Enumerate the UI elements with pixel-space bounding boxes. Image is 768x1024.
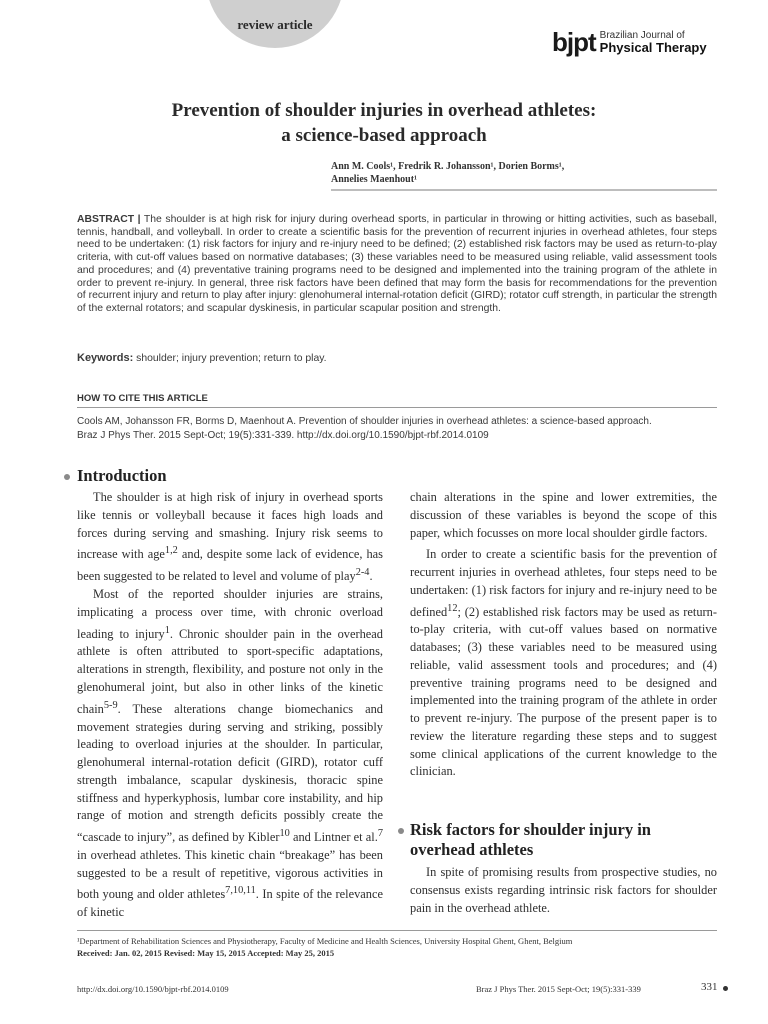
article-type-label: review article bbox=[237, 17, 313, 32]
journal-logo bbox=[552, 29, 707, 55]
right-paragraph-2: In order to create a scientific basis for the prevention of recurrent injuries in overhead athletes, four steps need to be undertaken: (1) risk factors for injury and re-injury need to be defined$^{12}$; (2) established risk factors may be used as return-to-play criteria, with cut-off values based on normative databases; (3) these variables need to be measured using reliable, valid assessment tools and procedures; and (4) preventive training programs need to be designed and implemented into the training program of the athlete in order to prevent re-injury. The purpose of the present paper is to review the literature regarding these steps and to suggest some clinical applications of the current knowledge to the clinician. bbox=[410, 547, 717, 779]
left-column bbox=[77, 489, 383, 922]
cite-divider bbox=[77, 407, 717, 408]
risk-bullet-icon bbox=[398, 828, 404, 834]
journal-name-line1: Brazilian Journal of bbox=[599, 30, 685, 41]
keywords-text: shoulder; injury prevention; return to play. bbox=[133, 353, 327, 364]
abstract-heading: ABSTRACT | bbox=[77, 214, 141, 225]
cite-line1: Cools AM, Johansson FR, Borms D, Maenhout A. Prevention of shoulder injuries in overhead athletes: a science-based approach. bbox=[77, 416, 652, 427]
authors-line2: Annelies Maenhout¹ bbox=[331, 174, 418, 185]
journal-name-line2: Physical Therapy bbox=[599, 40, 707, 55]
received-dates: Received: Jan. 02, 2015 Revised: May 15, 2015 Accepted: May 25, 2015 bbox=[77, 947, 335, 958]
footer-doi: http://dx.doi.org/10.1590/bjpt-rbf.2014.0109 bbox=[77, 984, 229, 994]
keywords-label: Keywords: bbox=[77, 352, 134, 364]
intro-bullet-icon bbox=[64, 474, 70, 480]
right-paragraph-1: chain alterations in the spine and lower extremities, the discussion of these variables is beyond the scope of this paper, which focusses on more local shoulder girdle factors. bbox=[410, 490, 717, 540]
abstract-text: The shoulder is at high risk for injury during overhead sports, in particular in throwing or hitting activities, such as baseball, tennis, handball, and volleyball. In order to create a scientific basis for the prevention of recurrent injuries in overhead athletes, four steps need to be undertaken: (1) risk factors for injury and re-injury need to be defined; (2) established risk factors may be used as return-to-play criteria, with cut-off values based on normative databases; (3) these variables need to be measured using reliable, valid assessment tools and procedures; and (4) preventative training programs need to be designed and implemented into the training program of the athlete in order to prevent re-injury. In general, three risk factors have been defined that may form the basis for recommendations for the prevention of recurrent injury and return to play after injury: glenohumeral internal-rotation deficit (GIRD); rotator cuff strength, in particular the strength of the external rotators; and scapular dyskinesis, in particular scapular position and strength. bbox=[77, 214, 718, 314]
article-title-line2: a science-based approach bbox=[281, 125, 487, 146]
abstract bbox=[77, 214, 717, 316]
intro-paragraph-2: Most of the reported shoulder injuries are strains, implicating a process over time, with chronic overload leading to injury$^1$. Chronic shoulder pain in the overhead athlete is often attributed to sport-specific adaptations, alterations in strength, flexibility, and posture not only in the glenohumeral joint, but also in other links of the kinetic chain$^{5-9}$. These alterations change biomechanics and movement strategies during serving and striking, possibly leading to overload injuries at the shoulder. In particular, glenohumeral internal-rotation deficit (GIRD), rotator cuff strength imbalance, scapular dyskinesis, thoracic spine stiffness and hyperkyphosis, lumbar core instability, and hip range of motion and strength deficits possibly create the “cascade to injury”, as defined by Kibler$^{10}$ and Lintner et al.$^7$ in overhead athletes. This kinetic chain “breakage” has been suggested to be a result of repetitive, vigorous activities in both young and older athletes$^{7,10,11}$. In spite of the relevance of kinetic bbox=[77, 587, 384, 920]
intro-heading: Introduction bbox=[77, 466, 167, 485]
article-title-line1: Prevention of shoulder injuries in overhead athletes: bbox=[171, 100, 597, 121]
footer-citation: Braz J Phys Ther. 2015 Sept-Oct; 19(5):331-339 bbox=[476, 984, 641, 994]
authors-line1: Ann M. Cools¹, Fredrik R. Johansson¹, Dorien Borms¹, bbox=[331, 161, 565, 172]
right-column bbox=[410, 489, 717, 781]
title-divider bbox=[331, 189, 717, 191]
affiliation-note: ¹Department of Rehabilitation Sciences and Physiotherapy, Faculty of Medicine and Health Sciences, University Hospital Ghent, Ghent, Belgium bbox=[77, 936, 573, 946]
intro-paragraph-1: The shoulder is at high risk of injury in overhead sports like tennis or volleyball because it faces high loads and forces during serving and smashing. Injury risk seems to increase with age$^{1,2}$ and, despite some lack of evidence, has been suggested to be related to level and volume of play$^{2-4}$. bbox=[77, 490, 383, 584]
page-bullet-icon bbox=[723, 986, 728, 991]
authors bbox=[331, 160, 711, 186]
risk-factors-heading bbox=[410, 820, 651, 860]
risk-heading-line1: Risk factors for shoulder injury in bbox=[410, 820, 651, 839]
footnote-divider bbox=[77, 930, 717, 931]
footnote bbox=[77, 936, 717, 959]
keywords bbox=[77, 352, 717, 364]
journal-name bbox=[600, 30, 707, 55]
journal-logo-mark: bjpt bbox=[552, 27, 596, 57]
risk-paragraph-1: In spite of promising results from prospective studies, no consensus exists regarding intrinsic risk factors for shoulder pain in the overhead athlete. bbox=[410, 865, 717, 915]
cite-line2: Braz J Phys Ther. 2015 Sept-Oct; 19(5):331-339. http://dx.doi.org/10.1590/bjpt-rbf.2014.0109 bbox=[77, 430, 489, 441]
cite-heading: HOW TO CITE THIS ARTICLE bbox=[77, 393, 208, 404]
article-title bbox=[40, 98, 728, 148]
cite-body bbox=[77, 415, 717, 443]
risk-factors-text bbox=[410, 864, 717, 917]
risk-heading-line2: overhead athletes bbox=[410, 840, 534, 859]
page-number: 331 bbox=[701, 981, 718, 993]
